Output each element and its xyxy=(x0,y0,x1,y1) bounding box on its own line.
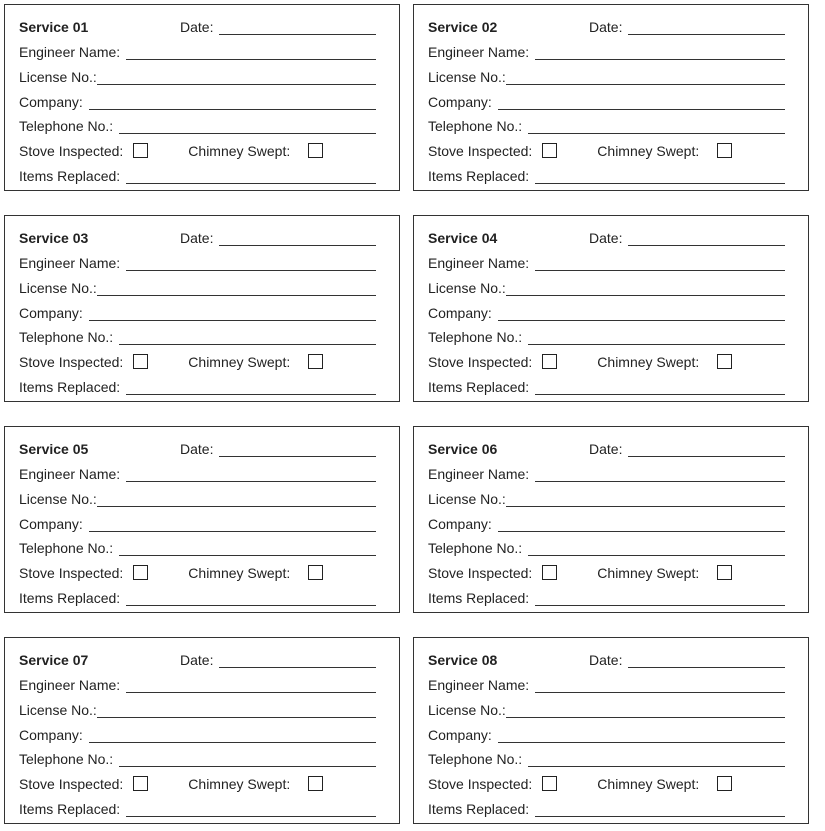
chimney-swept-label: Chimney Swept: xyxy=(188,143,291,159)
header-row xyxy=(428,648,785,668)
engineer-name-label: Engineer Name: xyxy=(428,44,530,60)
telephone-field[interactable] xyxy=(119,543,376,556)
stove-inspected-checkbox[interactable] xyxy=(542,143,557,158)
items-replaced-label: Items Replaced: xyxy=(19,168,121,184)
service-card xyxy=(413,637,809,824)
company-field[interactable] xyxy=(89,730,376,743)
chimney-swept-checkbox[interactable] xyxy=(717,565,732,580)
service-title: Service 07 xyxy=(19,652,89,668)
license-field[interactable] xyxy=(506,705,785,718)
company-field[interactable] xyxy=(498,730,785,743)
telephone-label: Telephone No.: xyxy=(428,118,523,134)
engineer-row xyxy=(19,40,376,60)
company-field[interactable] xyxy=(498,308,785,321)
service-card xyxy=(413,215,809,402)
checks-row xyxy=(428,561,785,581)
header-row xyxy=(428,15,785,35)
items-replaced-label: Items Replaced: xyxy=(428,801,530,817)
items-replaced-label: Items Replaced: xyxy=(428,379,530,395)
engineer-row xyxy=(19,673,376,693)
telephone-row xyxy=(428,114,785,134)
items-row xyxy=(19,797,376,817)
telephone-field[interactable] xyxy=(528,543,785,556)
service-title: Service 01 xyxy=(19,19,89,35)
engineer-row xyxy=(19,462,376,482)
service-title: Service 08 xyxy=(428,652,498,668)
date-label: Date: xyxy=(180,441,214,457)
items-row xyxy=(19,375,376,395)
license-row xyxy=(19,487,376,507)
company-label: Company: xyxy=(428,727,492,743)
engineer-name-label: Engineer Name: xyxy=(19,44,121,60)
telephone-field[interactable] xyxy=(528,332,785,345)
engineer-name-label: Engineer Name: xyxy=(428,677,530,693)
date-label: Date: xyxy=(180,19,214,35)
license-field[interactable] xyxy=(97,705,376,718)
stove-inspected-checkbox[interactable] xyxy=(542,354,557,369)
date-field[interactable] xyxy=(628,22,785,35)
engineer-name-field[interactable] xyxy=(535,469,785,482)
items-replaced-field[interactable] xyxy=(126,593,376,606)
telephone-label: Telephone No.: xyxy=(19,540,114,556)
checks-row xyxy=(428,139,785,159)
date-field[interactable] xyxy=(219,444,376,457)
company-row xyxy=(428,512,785,532)
header-row xyxy=(19,226,376,246)
chimney-swept-label: Chimney Swept: xyxy=(597,354,700,370)
service-card xyxy=(413,426,809,613)
service-card xyxy=(4,215,400,402)
license-row xyxy=(428,487,785,507)
engineer-row xyxy=(428,251,785,271)
items-replaced-field[interactable] xyxy=(126,382,376,395)
chimney-swept-checkbox[interactable] xyxy=(308,354,323,369)
company-row xyxy=(428,301,785,321)
license-field[interactable] xyxy=(97,283,376,296)
license-label: License No.: xyxy=(19,491,97,507)
company-row xyxy=(19,301,376,321)
date-field[interactable] xyxy=(219,233,376,246)
items-row xyxy=(428,164,785,184)
engineer-row xyxy=(428,673,785,693)
engineer-name-label: Engineer Name: xyxy=(428,466,530,482)
date-field[interactable] xyxy=(219,22,376,35)
license-row xyxy=(428,698,785,718)
header-row xyxy=(428,226,785,246)
company-row xyxy=(428,90,785,110)
checks-row xyxy=(19,561,376,581)
stove-inspected-label: Stove Inspected: xyxy=(19,776,124,792)
service-title: Service 05 xyxy=(19,441,89,457)
items-replaced-label: Items Replaced: xyxy=(428,168,530,184)
telephone-field[interactable] xyxy=(528,121,785,134)
engineer-name-label: Engineer Name: xyxy=(19,466,121,482)
chimney-swept-label: Chimney Swept: xyxy=(188,776,291,792)
items-row xyxy=(428,797,785,817)
telephone-label: Telephone No.: xyxy=(428,540,523,556)
checks-row xyxy=(428,772,785,792)
items-replaced-field[interactable] xyxy=(126,171,376,184)
service-title: Service 02 xyxy=(428,19,498,35)
company-label: Company: xyxy=(19,305,83,321)
date-label: Date: xyxy=(589,441,623,457)
items-replaced-field[interactable] xyxy=(535,382,785,395)
company-label: Company: xyxy=(19,94,83,110)
stove-inspected-label: Stove Inspected: xyxy=(428,565,533,581)
telephone-label: Telephone No.: xyxy=(19,751,114,767)
company-field[interactable] xyxy=(89,97,376,110)
chimney-swept-checkbox[interactable] xyxy=(717,776,732,791)
license-field[interactable] xyxy=(97,72,376,85)
company-field[interactable] xyxy=(89,308,376,321)
items-row xyxy=(428,375,785,395)
telephone-row xyxy=(19,536,376,556)
date-label: Date: xyxy=(589,19,623,35)
header-row xyxy=(19,15,376,35)
service-title: Service 03 xyxy=(19,230,89,246)
chimney-swept-label: Chimney Swept: xyxy=(597,776,700,792)
telephone-row xyxy=(428,747,785,767)
engineer-name-field[interactable] xyxy=(535,680,785,693)
chimney-swept-checkbox[interactable] xyxy=(717,354,732,369)
items-replaced-label: Items Replaced: xyxy=(19,590,121,606)
license-label: License No.: xyxy=(19,702,97,718)
telephone-field[interactable] xyxy=(119,332,376,345)
items-row xyxy=(19,586,376,606)
engineer-name-field[interactable] xyxy=(535,47,785,60)
stove-inspected-checkbox[interactable] xyxy=(133,354,148,369)
items-replaced-field[interactable] xyxy=(535,804,785,817)
telephone-label: Telephone No.: xyxy=(19,329,114,345)
license-label: License No.: xyxy=(428,69,506,85)
license-row xyxy=(19,65,376,85)
service-card xyxy=(4,426,400,613)
company-field[interactable] xyxy=(89,519,376,532)
company-row xyxy=(19,90,376,110)
engineer-name-label: Engineer Name: xyxy=(19,255,121,271)
date-field[interactable] xyxy=(628,655,785,668)
checks-row xyxy=(428,350,785,370)
company-label: Company: xyxy=(428,94,492,110)
date-label: Date: xyxy=(180,230,214,246)
license-row xyxy=(19,698,376,718)
license-label: License No.: xyxy=(19,69,97,85)
telephone-row xyxy=(19,325,376,345)
stove-inspected-label: Stove Inspected: xyxy=(428,354,533,370)
engineer-row xyxy=(428,40,785,60)
service-card xyxy=(4,4,400,191)
items-replaced-field[interactable] xyxy=(535,171,785,184)
stove-inspected-label: Stove Inspected: xyxy=(19,565,124,581)
stove-inspected-label: Stove Inspected: xyxy=(19,143,124,159)
telephone-field[interactable] xyxy=(119,754,376,767)
telephone-row xyxy=(428,536,785,556)
license-label: License No.: xyxy=(428,702,506,718)
stove-inspected-label: Stove Inspected: xyxy=(19,354,124,370)
license-row xyxy=(428,276,785,296)
license-field[interactable] xyxy=(506,283,785,296)
engineer-name-field[interactable] xyxy=(126,469,376,482)
header-row xyxy=(19,437,376,457)
company-field[interactable] xyxy=(498,97,785,110)
checks-row xyxy=(19,139,376,159)
date-field[interactable] xyxy=(219,655,376,668)
engineer-name-label: Engineer Name: xyxy=(19,677,121,693)
engineer-name-field[interactable] xyxy=(126,680,376,693)
license-label: License No.: xyxy=(428,491,506,507)
chimney-swept-label: Chimney Swept: xyxy=(188,354,291,370)
stove-inspected-checkbox[interactable] xyxy=(133,776,148,791)
chimney-swept-label: Chimney Swept: xyxy=(597,565,700,581)
header-row xyxy=(19,648,376,668)
header-row xyxy=(428,437,785,457)
telephone-row xyxy=(19,747,376,767)
date-label: Date: xyxy=(589,230,623,246)
license-row xyxy=(428,65,785,85)
checks-row xyxy=(19,772,376,792)
telephone-row xyxy=(428,325,785,345)
company-label: Company: xyxy=(19,727,83,743)
service-title: Service 06 xyxy=(428,441,498,457)
telephone-label: Telephone No.: xyxy=(19,118,114,134)
date-label: Date: xyxy=(589,652,623,668)
license-label: License No.: xyxy=(19,280,97,296)
chimney-swept-checkbox[interactable] xyxy=(308,565,323,580)
chimney-swept-label: Chimney Swept: xyxy=(597,143,700,159)
engineer-name-field[interactable] xyxy=(535,258,785,271)
items-replaced-label: Items Replaced: xyxy=(19,379,121,395)
items-row xyxy=(19,164,376,184)
chimney-swept-checkbox[interactable] xyxy=(308,143,323,158)
license-field[interactable] xyxy=(97,494,376,507)
service-title: Service 04 xyxy=(428,230,498,246)
telephone-label: Telephone No.: xyxy=(428,751,523,767)
engineer-row xyxy=(428,462,785,482)
items-replaced-field[interactable] xyxy=(535,593,785,606)
date-field[interactable] xyxy=(628,233,785,246)
company-row xyxy=(19,512,376,532)
checks-row xyxy=(19,350,376,370)
chimney-swept-checkbox[interactable] xyxy=(308,776,323,791)
telephone-field[interactable] xyxy=(119,121,376,134)
telephone-label: Telephone No.: xyxy=(428,329,523,345)
company-field[interactable] xyxy=(498,519,785,532)
chimney-swept-checkbox[interactable] xyxy=(717,143,732,158)
license-row xyxy=(19,276,376,296)
stove-inspected-label: Stove Inspected: xyxy=(428,143,533,159)
date-field[interactable] xyxy=(628,444,785,457)
engineer-name-field[interactable] xyxy=(126,47,376,60)
license-field[interactable] xyxy=(506,494,785,507)
chimney-swept-label: Chimney Swept: xyxy=(188,565,291,581)
service-card xyxy=(413,4,809,191)
engineer-name-field[interactable] xyxy=(126,258,376,271)
engineer-name-label: Engineer Name: xyxy=(428,255,530,271)
company-label: Company: xyxy=(428,305,492,321)
stove-inspected-checkbox[interactable] xyxy=(133,565,148,580)
telephone-row xyxy=(19,114,376,134)
stove-inspected-checkbox[interactable] xyxy=(542,776,557,791)
stove-inspected-label: Stove Inspected: xyxy=(428,776,533,792)
stove-inspected-checkbox[interactable] xyxy=(133,143,148,158)
items-replaced-field[interactable] xyxy=(126,804,376,817)
company-row xyxy=(19,723,376,743)
items-replaced-label: Items Replaced: xyxy=(19,801,121,817)
date-label: Date: xyxy=(180,652,214,668)
company-row xyxy=(428,723,785,743)
stove-inspected-checkbox[interactable] xyxy=(542,565,557,580)
telephone-field[interactable] xyxy=(528,754,785,767)
service-card xyxy=(4,637,400,824)
items-replaced-label: Items Replaced: xyxy=(428,590,530,606)
company-label: Company: xyxy=(428,516,492,532)
license-field[interactable] xyxy=(506,72,785,85)
items-row xyxy=(428,586,785,606)
company-label: Company: xyxy=(19,516,83,532)
license-label: License No.: xyxy=(428,280,506,296)
engineer-row xyxy=(19,251,376,271)
